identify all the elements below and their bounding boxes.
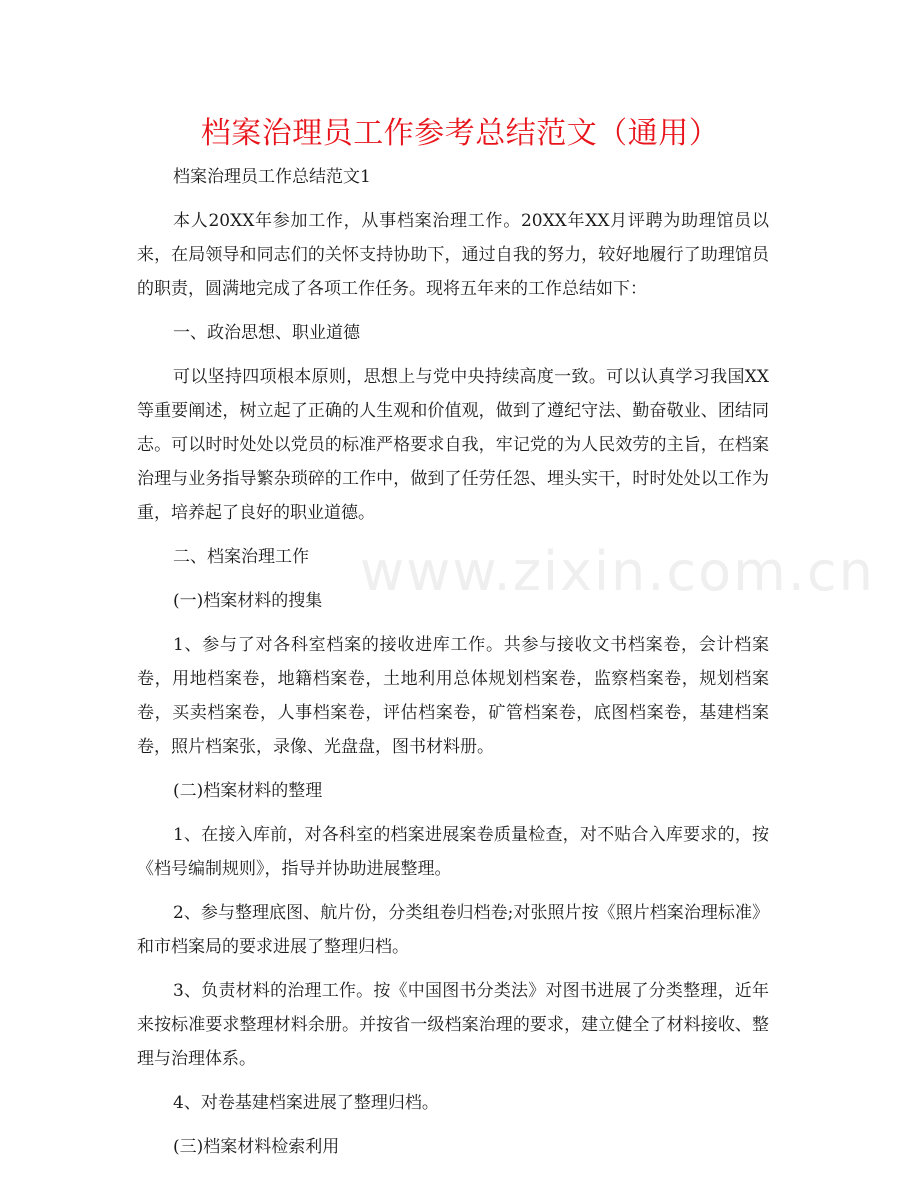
paragraph-organizing-2: 2、参与整理底图、航片份，分类组卷归档卷;对张照片按《照片档案治理标准》和市档案局的要求进展了整理归档。 <box>137 903 769 957</box>
paragraph-collection-1: 1、参与了对各科室档案的接收进库工作。共参与接收文书档案卷，会计档案卷，用地档案卷，地籍档案卷，土地利用总体规划档案卷，监察档案卷，规划档案卷，买卖档案卷，人事档案卷，评估档案卷，矿管档案卷，底图档案卷，基建档案卷，照片档案张，录像、光盘盘，图书材料册。 <box>137 635 769 757</box>
document-body <box>137 160 769 1174</box>
paragraph-organizing-3: 3、负责材料的治理工作。按《中国图书分类法》对图书进展了分类整理，近年来按标准要求整理材料余册。并按省一级档案治理的要求，建立健全了材料接收、整理与治理体系。 <box>137 981 769 1069</box>
watermark: www.zixin.com.cn <box>360 540 875 603</box>
subsection-heading-organizing: (二)档案材料的整理 <box>173 781 323 801</box>
paragraph-organizing-4: 4、对卷基建档案进展了整理归档。 <box>173 1093 439 1113</box>
document-title: 档案治理员工作参考总结范文（通用） <box>200 116 720 151</box>
paragraph-organizing-1: 1、在接入库前，对各科室的档案进展案卷质量检查，对不贴合入库要求的，按《档号编制规则》，指导并协助进展整理。 <box>137 825 769 879</box>
paragraph-subtitle: 档案治理员工作总结范文1 <box>173 167 371 187</box>
section-heading-politics: 一、政治思想、职业道德 <box>173 323 360 343</box>
paragraph-intro: 本人20XX年参加工作，从事档案治理工作。20XX年XX月评聘为助理馆员以来，在局领导和同志们的关怀支持协助下，通过自我的努力，较好地履行了助理馆员的职责，圆满地完成了各项工作任务。现将五年来的工作总结如下： <box>137 211 769 299</box>
subsection-heading-retrieval: (三)档案材料检索利用 <box>173 1137 340 1157</box>
paragraph-politics: 可以坚持四项根本原则，思想上与党中央持续高度一致。可以认真学习我国XX等重要阐述，树立起了正确的人生观和价值观，做到了遵纪守法、勤奋敬业、团结同志。可以时时处处以党员的标准严格要求自我，牢记党的为人民效劳的主旨，在档案治理与业务指导繁杂琐碎的工作中，做到了任劳任怨、埋头实干，时时处处以工作为重，培养起了良好的职业道德。 <box>137 367 769 523</box>
section-heading-archives: 二、档案治理工作 <box>173 547 309 567</box>
subsection-heading-collection: (一)档案材料的搜集 <box>173 591 323 611</box>
